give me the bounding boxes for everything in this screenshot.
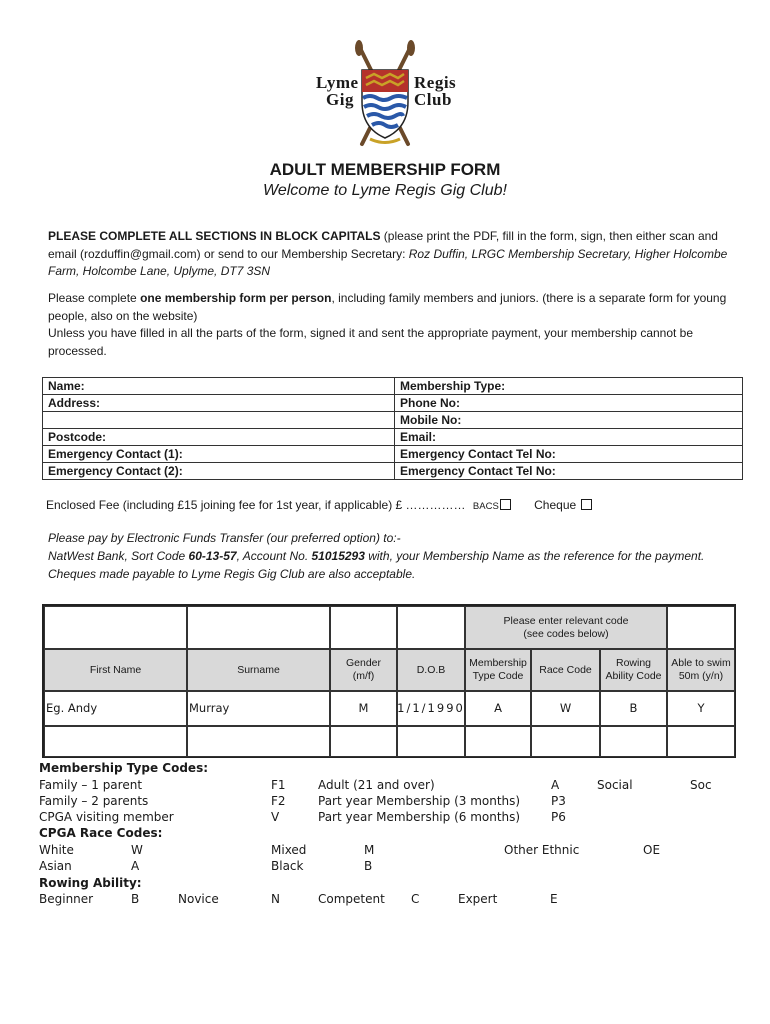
member-entry-cell[interactable] — [397, 726, 465, 757]
contact-field-right[interactable]: Mobile No: — [395, 412, 743, 429]
swim-header — [667, 649, 735, 691]
account-number: 51015293 — [311, 549, 365, 563]
example-race-code[interactable]: W — [531, 691, 600, 726]
code-label: Other Ethnic — [504, 843, 580, 857]
contact-row — [43, 446, 743, 463]
code-value: W — [131, 843, 143, 857]
code-label: Beginner — [39, 892, 94, 906]
membership-code-row — [39, 810, 739, 827]
contact-field-right[interactable]: Email: — [395, 429, 743, 446]
example-swim[interactable]: Y — [667, 691, 735, 726]
logo-left-text — [316, 74, 359, 108]
code-label: Expert — [458, 892, 498, 906]
example-membership-type[interactable]: A — [465, 691, 531, 726]
membership-type-header — [465, 649, 531, 691]
race-code-header: Race Code — [531, 649, 600, 691]
form-title: ADULT MEMBERSHIP FORM — [269, 160, 501, 179]
rowing-ability-row — [39, 892, 639, 909]
code-label: Part year Membership (6 months) — [318, 810, 521, 824]
club-logo — [310, 40, 460, 148]
block-capitals-note: PLEASE COMPLETE ALL SECTIONS IN BLOCK CAPITALS — [48, 229, 381, 243]
swim-header-line-2: 50m (y/n) — [678, 670, 724, 682]
race-code-row — [39, 843, 739, 860]
code-label: Black — [271, 859, 304, 873]
example-gender[interactable]: M — [330, 691, 397, 726]
instructions-text: (please print the PDF, fill in the form, sign, then either scan and email (rozduffin@gmail.com) or send to our Membership Secretary: — [48, 229, 718, 261]
example-first-name[interactable]: Eg. Andy — [44, 691, 187, 726]
membership-type-header-line-2: Type Code — [472, 670, 524, 682]
code-label: White — [39, 843, 74, 857]
blank-header-cell[interactable] — [397, 606, 465, 649]
code-label: Family – 2 parents — [39, 794, 149, 808]
codes-note-cell — [465, 606, 667, 649]
gender-header-line-2: (m/f) — [352, 670, 375, 682]
member-entry-cell[interactable] — [531, 726, 600, 757]
example-rowing-ability[interactable]: B — [600, 691, 667, 726]
contact-field-left[interactable]: Emergency Contact (2): — [43, 463, 395, 480]
blank-header-cell[interactable] — [187, 606, 330, 649]
code-value: C — [411, 892, 420, 906]
contact-field-left[interactable]: Name: — [43, 378, 395, 395]
contact-field-right[interactable]: Emergency Contact Tel No: — [395, 446, 743, 463]
contact-field-right[interactable]: Membership Type: — [395, 378, 743, 395]
code-value: P6 — [551, 810, 566, 824]
one-form-paragraph — [48, 290, 728, 325]
membership-codes-title: Membership Type Codes: — [39, 761, 209, 775]
one-form-text-a: Please complete — [48, 291, 141, 305]
logo-right-text — [414, 74, 456, 108]
cheque-checkbox[interactable] — [581, 499, 592, 510]
swim-header-line-1: Able to swim — [671, 657, 731, 669]
member-entry-cell[interactable] — [187, 726, 330, 757]
example-surname[interactable]: Murray — [187, 691, 330, 726]
code-label: Social — [597, 778, 633, 792]
member-entry-cell[interactable] — [600, 726, 667, 757]
bacs-label: BACS — [472, 501, 499, 512]
contact-row — [43, 429, 743, 446]
contact-field-left[interactable]: Address: — [43, 395, 395, 412]
code-value: P3 — [551, 794, 566, 808]
contact-row — [43, 463, 743, 480]
surname-header: Surname — [187, 649, 330, 691]
dob-header: D.O.B — [397, 649, 465, 691]
code-value: OE — [643, 843, 661, 857]
one-form-bold: one membership form per person — [140, 291, 332, 305]
rowing-ability-header-line-2: Ability Code — [605, 670, 662, 682]
contact-details-table — [42, 377, 743, 480]
enclosed-fee-line — [46, 498, 592, 512]
code-value: V — [271, 810, 280, 824]
logo-text-lyme: Lyme — [316, 73, 359, 92]
contact-row — [43, 412, 743, 429]
code-label: Adult (21 and over) — [318, 778, 435, 792]
codes-note-cell-line-1: Please enter relevant code — [503, 614, 629, 627]
processing-paragraph: Unless you have filled in all the parts of the form, signed it and sent the appropriate payment, your membership cannot be processed. — [48, 326, 694, 358]
payment-instructions — [48, 529, 738, 583]
membership-code-row — [39, 794, 739, 811]
code-value: M — [364, 843, 375, 857]
code-label: CPGA visiting member — [39, 810, 174, 824]
code-label: Family – 1 parent — [39, 778, 143, 792]
contact-field-left[interactable] — [43, 412, 395, 429]
contact-field-left[interactable]: Emergency Contact (1): — [43, 446, 395, 463]
payment-reference-text: with, your Membership Name as the reference for the payment. Cheques made payable to Lyme Regis Gig Club are also acceptable. — [48, 549, 705, 581]
cheque-label: Cheque — [534, 498, 577, 512]
contact-field-right[interactable]: Emergency Contact Tel No: — [395, 463, 743, 480]
code-label: Mixed — [271, 843, 307, 857]
rowing-ability-header-line-1: Rowing — [615, 657, 652, 669]
form-subtitle: Welcome to Lyme Regis Gig Club! — [263, 182, 507, 199]
secretary-address: Roz Duffin, LRGC Membership Secretary, Higher Holcombe Farm, Holcombe Lane, Uplyme, DT7 3SN — [48, 246, 728, 278]
contact-field-right[interactable]: Phone No: — [395, 395, 743, 412]
bank-text: NatWest Bank, Sort Code — [48, 549, 189, 563]
payment-line-1: Please pay by Electronic Funds Transfer (our preferred option) to:- — [48, 531, 401, 545]
payment-line-2 — [48, 547, 738, 583]
bacs-checkbox[interactable] — [500, 499, 511, 510]
code-value: A — [131, 859, 140, 873]
code-value: F1 — [271, 778, 286, 792]
code-value: N — [271, 892, 280, 906]
code-label: Novice — [178, 892, 219, 906]
race-codes-title: CPGA Race Codes: — [39, 826, 163, 840]
gender-header-line-1: Gender — [345, 657, 382, 669]
account-text: , Account No. — [236, 549, 312, 563]
blank-header-cell[interactable] — [44, 606, 187, 649]
logo-text-regis: Regis — [414, 73, 457, 92]
code-value: B — [364, 859, 373, 873]
logo-text-gig: Gig — [326, 90, 354, 109]
contact-row — [43, 378, 743, 395]
rowing-ability-header — [600, 649, 667, 691]
code-value: Soc — [690, 778, 712, 792]
code-label: Competent — [318, 892, 385, 906]
sort-code: 60-13-57 — [188, 549, 237, 563]
codes-note-cell-line-2: (see codes below) — [523, 627, 609, 640]
code-label: Asian — [39, 859, 72, 873]
membership-type-header-line-1: Membership — [469, 657, 527, 669]
membership-code-row — [39, 778, 739, 795]
code-value: E — [550, 892, 558, 906]
code-value: A — [551, 778, 560, 792]
example-dob[interactable]: 1/1/1990 — [397, 691, 465, 726]
instructions-paragraph — [48, 228, 728, 281]
member-entry-cell[interactable] — [667, 726, 735, 757]
rowing-ability-title: Rowing Ability: — [39, 876, 142, 890]
first-name-header: First Name — [44, 649, 187, 691]
race-code-row — [39, 859, 739, 876]
member-entry-cell[interactable] — [44, 726, 187, 757]
contact-row — [43, 395, 743, 412]
logo-text-club: Club — [414, 90, 452, 109]
blank-header-cell[interactable] — [330, 606, 397, 649]
contact-field-left[interactable]: Postcode: — [43, 429, 395, 446]
enclosed-fee-label[interactable]: Enclosed Fee (including £15 joining fee for 1st year, if applicable) £ …………… — [46, 498, 466, 512]
code-label: Part year Membership (3 months) — [318, 794, 521, 808]
one-form-text-b: , including family members and juniors. (there is a separate form for young people, also on the website) — [48, 291, 727, 323]
member-entry-cell[interactable] — [330, 726, 397, 757]
member-entry-cell[interactable] — [465, 726, 531, 757]
gender-header — [330, 649, 397, 691]
code-value: F2 — [271, 794, 286, 808]
code-value: B — [131, 892, 140, 906]
blank-header-cell[interactable] — [667, 606, 735, 649]
